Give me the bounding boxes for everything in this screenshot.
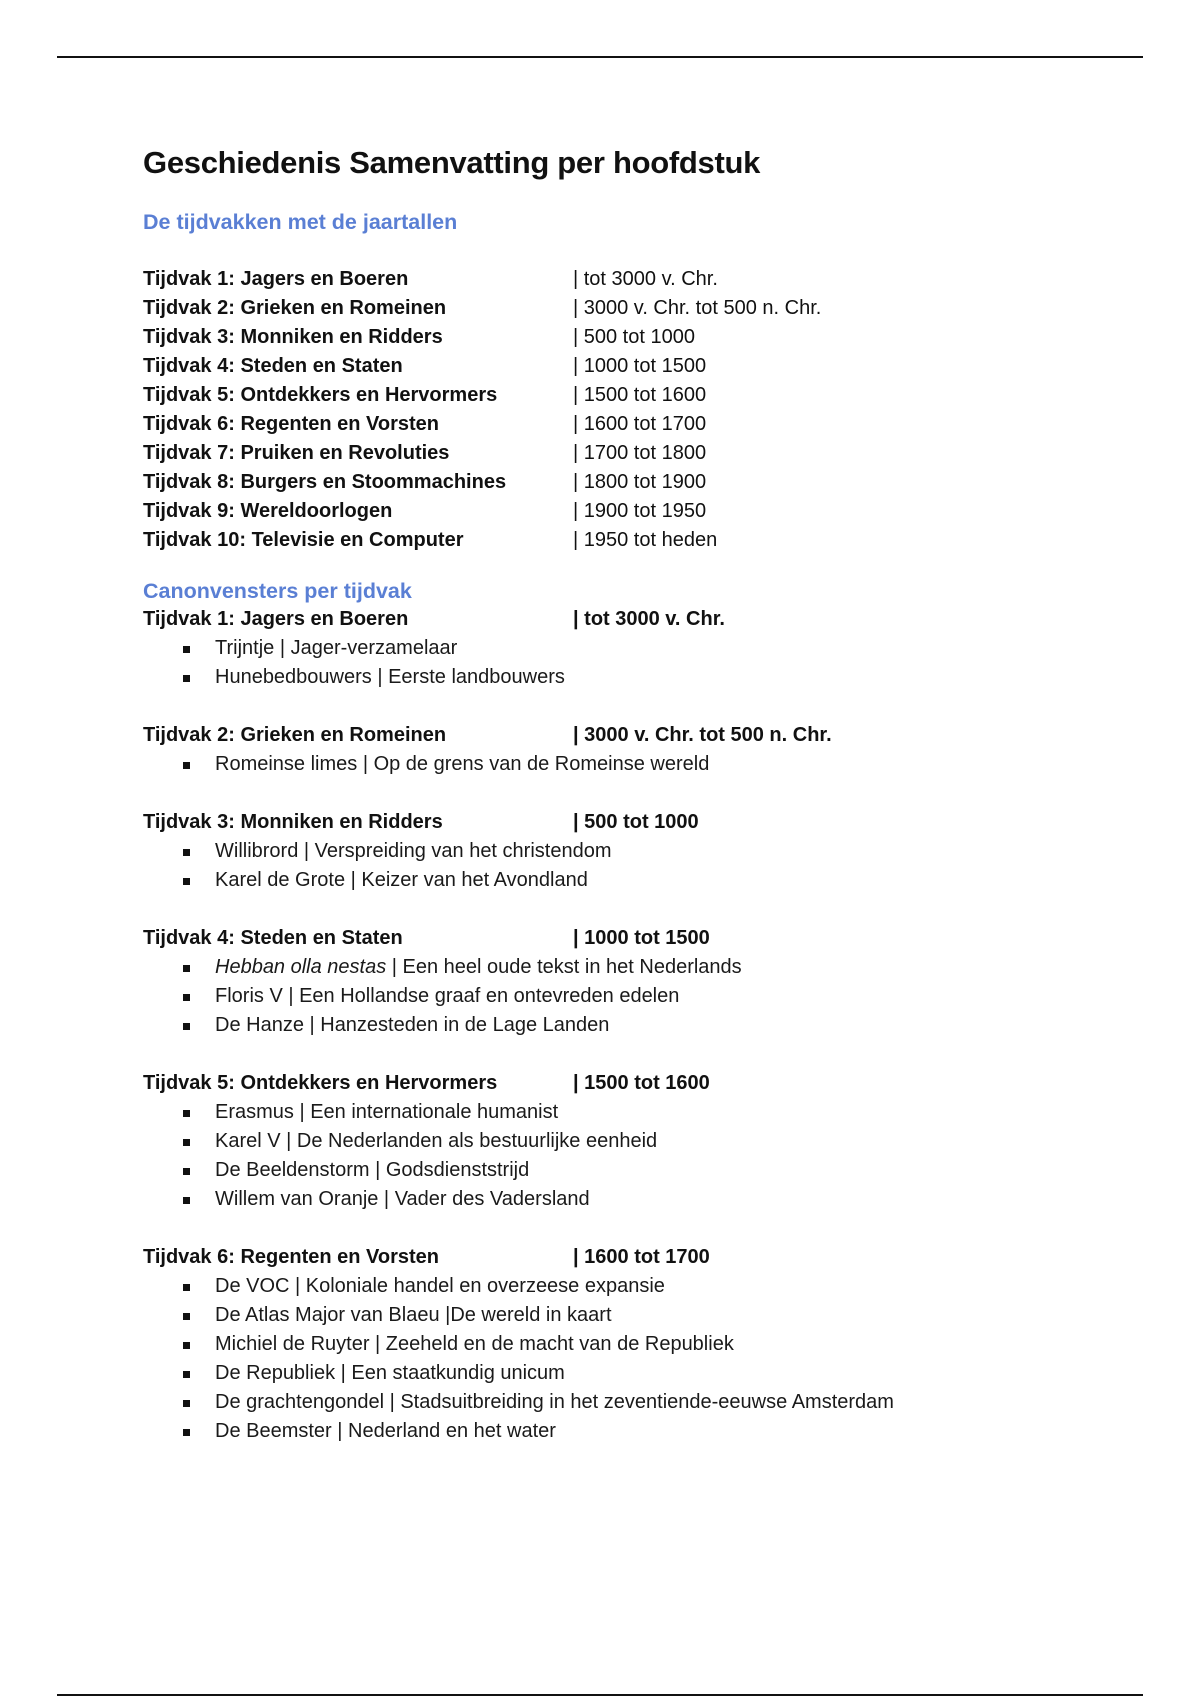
- square-bullet-icon: [183, 878, 190, 885]
- period-row: [143, 265, 1083, 294]
- item-text: Romeinse limes | Op de grens van de Romeinse wereld: [215, 753, 710, 775]
- list-item: [143, 1098, 1083, 1127]
- list-item: [143, 1388, 1083, 1417]
- list-item: [143, 1127, 1083, 1156]
- canon-list: [143, 604, 1083, 1446]
- canon-section: [143, 604, 1083, 692]
- list-item: [143, 1359, 1083, 1388]
- period-row: [143, 439, 1083, 468]
- item-text: Michiel de Ruyter | Zeeheld en de macht van de Republiek: [215, 1333, 734, 1355]
- period-range: | 1600 tot 1700: [573, 413, 707, 435]
- canon-items: [143, 1272, 1083, 1446]
- item-text: De Beeldenstorm | Godsdienststrijd: [215, 1159, 530, 1181]
- canon-items: [143, 953, 1083, 1040]
- canon-section: [143, 720, 1083, 779]
- canon-period-name: Tijdvak 4: Steden en Staten: [143, 927, 403, 949]
- list-item: [143, 1156, 1083, 1185]
- item-text: Karel V | De Nederlanden als bestuurlijke eenheid: [215, 1130, 658, 1152]
- list-item: [143, 663, 1083, 692]
- period-name: Tijdvak 9: Wereldoorlogen: [143, 500, 393, 522]
- period-name: Tijdvak 3: Monniken en Ridders: [143, 326, 443, 348]
- list-item: [143, 982, 1083, 1011]
- item-text: De Atlas Major van Blaeu |De wereld in kaart: [215, 1304, 612, 1326]
- list-item: [143, 1185, 1083, 1214]
- list-item: [143, 1272, 1083, 1301]
- period-range: | 1900 tot 1950: [573, 500, 707, 522]
- item-text: De Republiek | Een staatkundig unicum: [215, 1362, 565, 1384]
- period-row: [143, 294, 1083, 323]
- period-range: | 500 tot 1000: [573, 326, 695, 348]
- canon-section-header: [143, 604, 1083, 634]
- square-bullet-icon: [183, 1284, 190, 1291]
- canon-items: [143, 1098, 1083, 1214]
- canon-items: [143, 750, 1083, 779]
- canon-period-name: Tijdvak 2: Grieken en Romeinen: [143, 724, 447, 746]
- canon-section: [143, 807, 1083, 895]
- square-bullet-icon: [183, 1110, 190, 1117]
- period-range: | 1950 tot heden: [573, 529, 718, 551]
- square-bullet-icon: [183, 965, 190, 972]
- canon-period-name: Tijdvak 5: Ontdekkers en Hervormers: [143, 1072, 498, 1094]
- document-body: [143, 145, 1083, 1474]
- item-text: Karel de Grote | Keizer van het Avondland: [215, 869, 588, 891]
- item-text: Willibrord | Verspreiding van het christendom: [215, 840, 612, 862]
- item-text: De Beemster | Nederland en het water: [215, 1420, 556, 1442]
- period-row: [143, 323, 1083, 352]
- item-text: De grachtengondel | Stadsuitbreiding in het zeventiende-eeuwse Amsterdam: [215, 1391, 894, 1413]
- canon-period-range: | 1000 tot 1500: [573, 927, 710, 949]
- canon-section-header: [143, 923, 1083, 953]
- period-range: | 1500 tot 1600: [573, 384, 707, 406]
- square-bullet-icon: [183, 1197, 190, 1204]
- square-bullet-icon: [183, 1313, 190, 1320]
- canon-section-header: [143, 1242, 1083, 1272]
- square-bullet-icon: [183, 1400, 190, 1407]
- period-range: | tot 3000 v. Chr.: [573, 268, 718, 290]
- periods-list: [143, 265, 1083, 555]
- list-item: [143, 866, 1083, 895]
- list-item: [143, 1011, 1083, 1040]
- square-bullet-icon: [183, 1168, 190, 1175]
- square-bullet-icon: [183, 1371, 190, 1378]
- canon-period-range: | tot 3000 v. Chr.: [573, 608, 725, 630]
- period-row: [143, 410, 1083, 439]
- period-name: Tijdvak 10: Televisie en Computer: [143, 529, 464, 551]
- canon-section: [143, 923, 1083, 1040]
- period-name: Tijdvak 2: Grieken en Romeinen: [143, 297, 447, 319]
- item-text: | Een heel oude tekst in het Nederlands: [386, 956, 742, 978]
- canon-period-name: Tijdvak 3: Monniken en Ridders: [143, 811, 443, 833]
- canon-period-range: | 1600 tot 1700: [573, 1246, 710, 1268]
- canon-items: [143, 837, 1083, 895]
- canon-period-name: Tijdvak 6: Regenten en Vorsten: [143, 1246, 440, 1268]
- list-item: [143, 953, 1083, 982]
- item-italic-title: Hebban olla nestas: [215, 956, 387, 978]
- square-bullet-icon: [183, 646, 190, 653]
- period-name: Tijdvak 1: Jagers en Boeren: [143, 268, 409, 290]
- square-bullet-icon: [183, 1429, 190, 1436]
- canon-section-header: [143, 720, 1083, 750]
- canon-period-range: | 3000 v. Chr. tot 500 n. Chr.: [573, 724, 832, 746]
- canon-period-range: | 500 tot 1000: [573, 811, 699, 833]
- period-row: [143, 352, 1083, 381]
- square-bullet-icon: [183, 1023, 190, 1030]
- period-row: [143, 497, 1083, 526]
- item-text: De Hanze | Hanzesteden in de Lage Landen: [215, 1014, 610, 1036]
- list-item: [143, 634, 1083, 663]
- canon-heading: Canonvensters per tijdvak: [143, 579, 412, 603]
- item-text: Willem van Oranje | Vader des Vadersland: [215, 1188, 590, 1210]
- item-text: Erasmus | Een internationale humanist: [215, 1101, 559, 1123]
- item-text: Hunebedbouwers | Eerste landbouwers: [215, 666, 565, 688]
- period-row: [143, 526, 1083, 555]
- period-name: Tijdvak 5: Ontdekkers en Hervormers: [143, 384, 498, 406]
- square-bullet-icon: [183, 994, 190, 1001]
- list-item: [143, 1301, 1083, 1330]
- list-item: [143, 1330, 1083, 1359]
- period-row: [143, 468, 1083, 497]
- canon-section-header: [143, 807, 1083, 837]
- canon-period-range: | 1500 tot 1600: [573, 1072, 710, 1094]
- list-item: [143, 837, 1083, 866]
- period-name: Tijdvak 7: Pruiken en Revoluties: [143, 442, 450, 464]
- periods-heading: De tijdvakken met de jaartallen: [143, 210, 458, 234]
- period-range: | 1000 tot 1500: [573, 355, 707, 377]
- period-range: | 1700 tot 1800: [573, 442, 707, 464]
- item-text: Floris V | Een Hollandse graaf en ontevreden edelen: [215, 985, 680, 1007]
- period-name: Tijdvak 4: Steden en Staten: [143, 355, 403, 377]
- square-bullet-icon: [183, 675, 190, 682]
- list-item: [143, 750, 1083, 779]
- canon-section: [143, 1242, 1083, 1446]
- period-range: | 3000 v. Chr. tot 500 n. Chr.: [573, 297, 822, 319]
- header-rule: [57, 56, 1143, 58]
- canon-section-header: [143, 1068, 1083, 1098]
- item-text: De VOC | Koloniale handel en overzeese expansie: [215, 1275, 665, 1297]
- item-text: Trijntje | Jager-verzamelaar: [215, 637, 458, 659]
- footer-rule: [57, 1694, 1143, 1696]
- square-bullet-icon: [183, 762, 190, 769]
- page-title: Geschiedenis Samenvatting per hoofdstuk: [143, 145, 761, 180]
- square-bullet-icon: [183, 849, 190, 856]
- canon-period-name: Tijdvak 1: Jagers en Boeren: [143, 608, 409, 630]
- square-bullet-icon: [183, 1342, 190, 1349]
- canon-section: [143, 1068, 1083, 1214]
- square-bullet-icon: [183, 1139, 190, 1146]
- canon-items: [143, 634, 1083, 692]
- period-name: Tijdvak 6: Regenten en Vorsten: [143, 413, 440, 435]
- period-range: | 1800 tot 1900: [573, 471, 707, 493]
- period-row: [143, 381, 1083, 410]
- list-item: [143, 1417, 1083, 1446]
- period-name: Tijdvak 8: Burgers en Stoommachines: [143, 471, 507, 493]
